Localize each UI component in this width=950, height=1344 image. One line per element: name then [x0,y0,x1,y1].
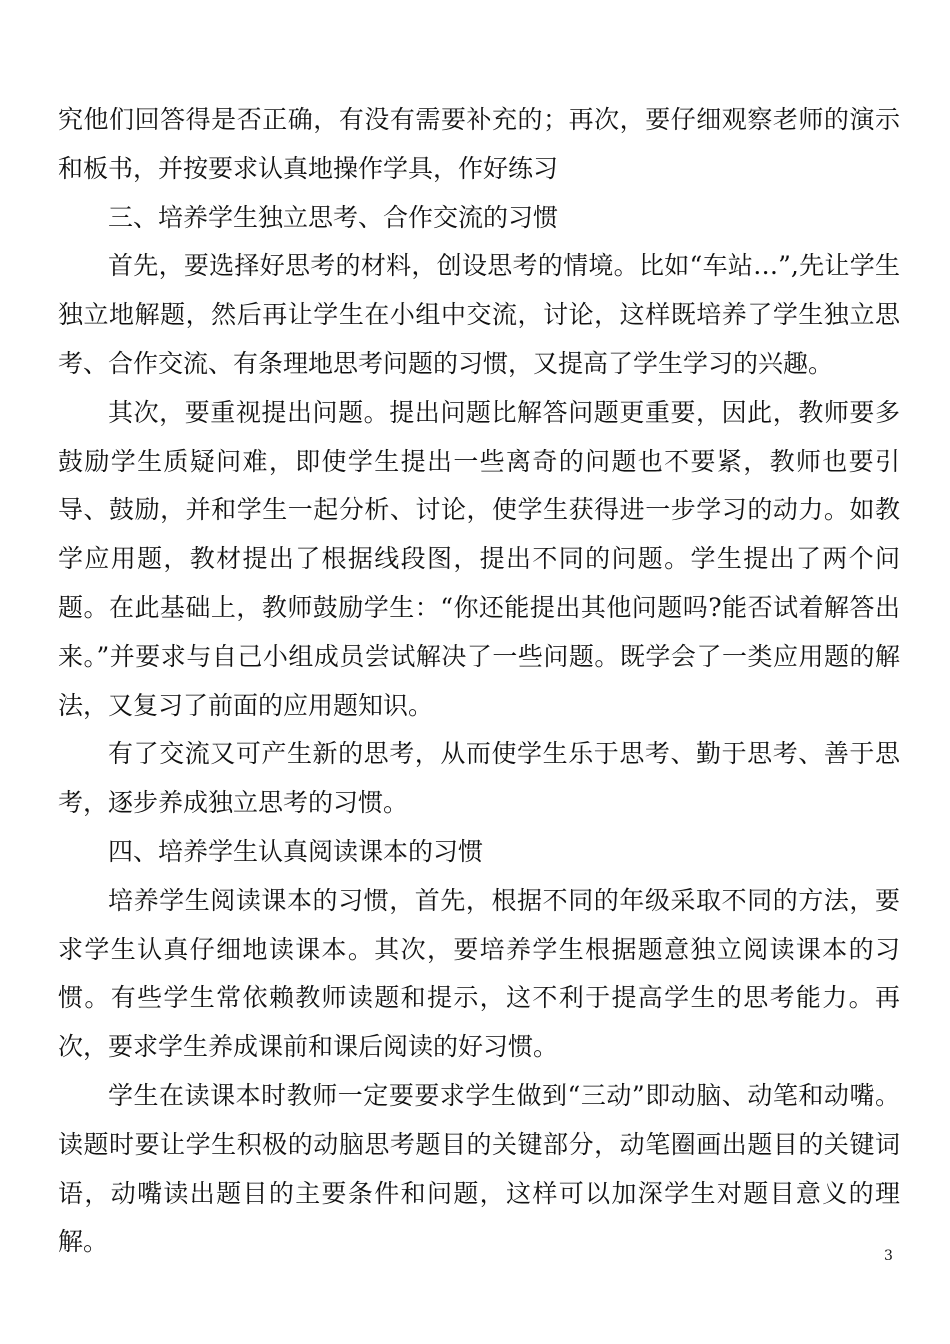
page-number: 3 [884,1248,893,1264]
paragraph: 有了交流又可产生新的思考，从而使学生乐于思考、勤于思考、善于思考，逐步养成独立思考的习惯。 [58,739,900,818]
paragraph: 培养学生阅读课本的习惯，首先，根据不同的年级采取不同的方法，要求学生认真仔细地读课本。其次，要培养学生根据题意独立阅读课本的习惯。有些学生常依赖教师读题和提示，这不利于提高学生的思考能力。再次，要求学生养成课前和课后阅读的好习惯。 [58,885,900,1062]
paragraph-continuation: 究他们回答得是否正确，有没有需要补充的；再次，要仔细观察老师的演示和板书，并按要求认真地操作学具，作好练习 [58,105,900,183]
section-heading-3: 三、培养学生独立思考、合作交流的习惯 [108,202,559,232]
document-page [58,96,900,1267]
section-heading-4: 四、培养学生认真阅读课本的习惯 [108,836,484,866]
paragraph: 其次，要重视提出问题。提出问题比解答问题更重要，因此，教师要多鼓励学生质疑问难，即使学生提出一些离奇的问题也不要紧，教师也要引导、鼓励，并和学生一起分析、讨论，使学生获得进一步学习的动力。如教学应用题，教材提出了根据线段图，提出不同的问题。学生提出了两个问题。在此基础上，教师鼓励学生：“你还能提出其他问题吗?能否试着解答出来。”并要求与自己小组成员尝试解决了一些问题。既学会了一类应用题的解法，又复习了前面的应用题知识。 [58,397,900,720]
paragraph: 首先，要选择好思考的材料，创设思考的情境。比如“车站…”,先让学生独立地解题，然后再让学生在小组中交流，讨论，这样既培养了学生独立思考、合作交流、有条理地思考问题的习惯，又提高了学生学习的兴趣。 [58,251,900,378]
paragraph: 学生在读课本时教师一定要要求学生做到“三动”即动脑、动笔和动嘴。读题时要让学生积极的动脑思考题目的关键部分，动笔圈画出题目的关键词语，动嘴读出题目的主要条件和问题，这样可以加深学生对题目意义的理解。 [58,1080,900,1257]
